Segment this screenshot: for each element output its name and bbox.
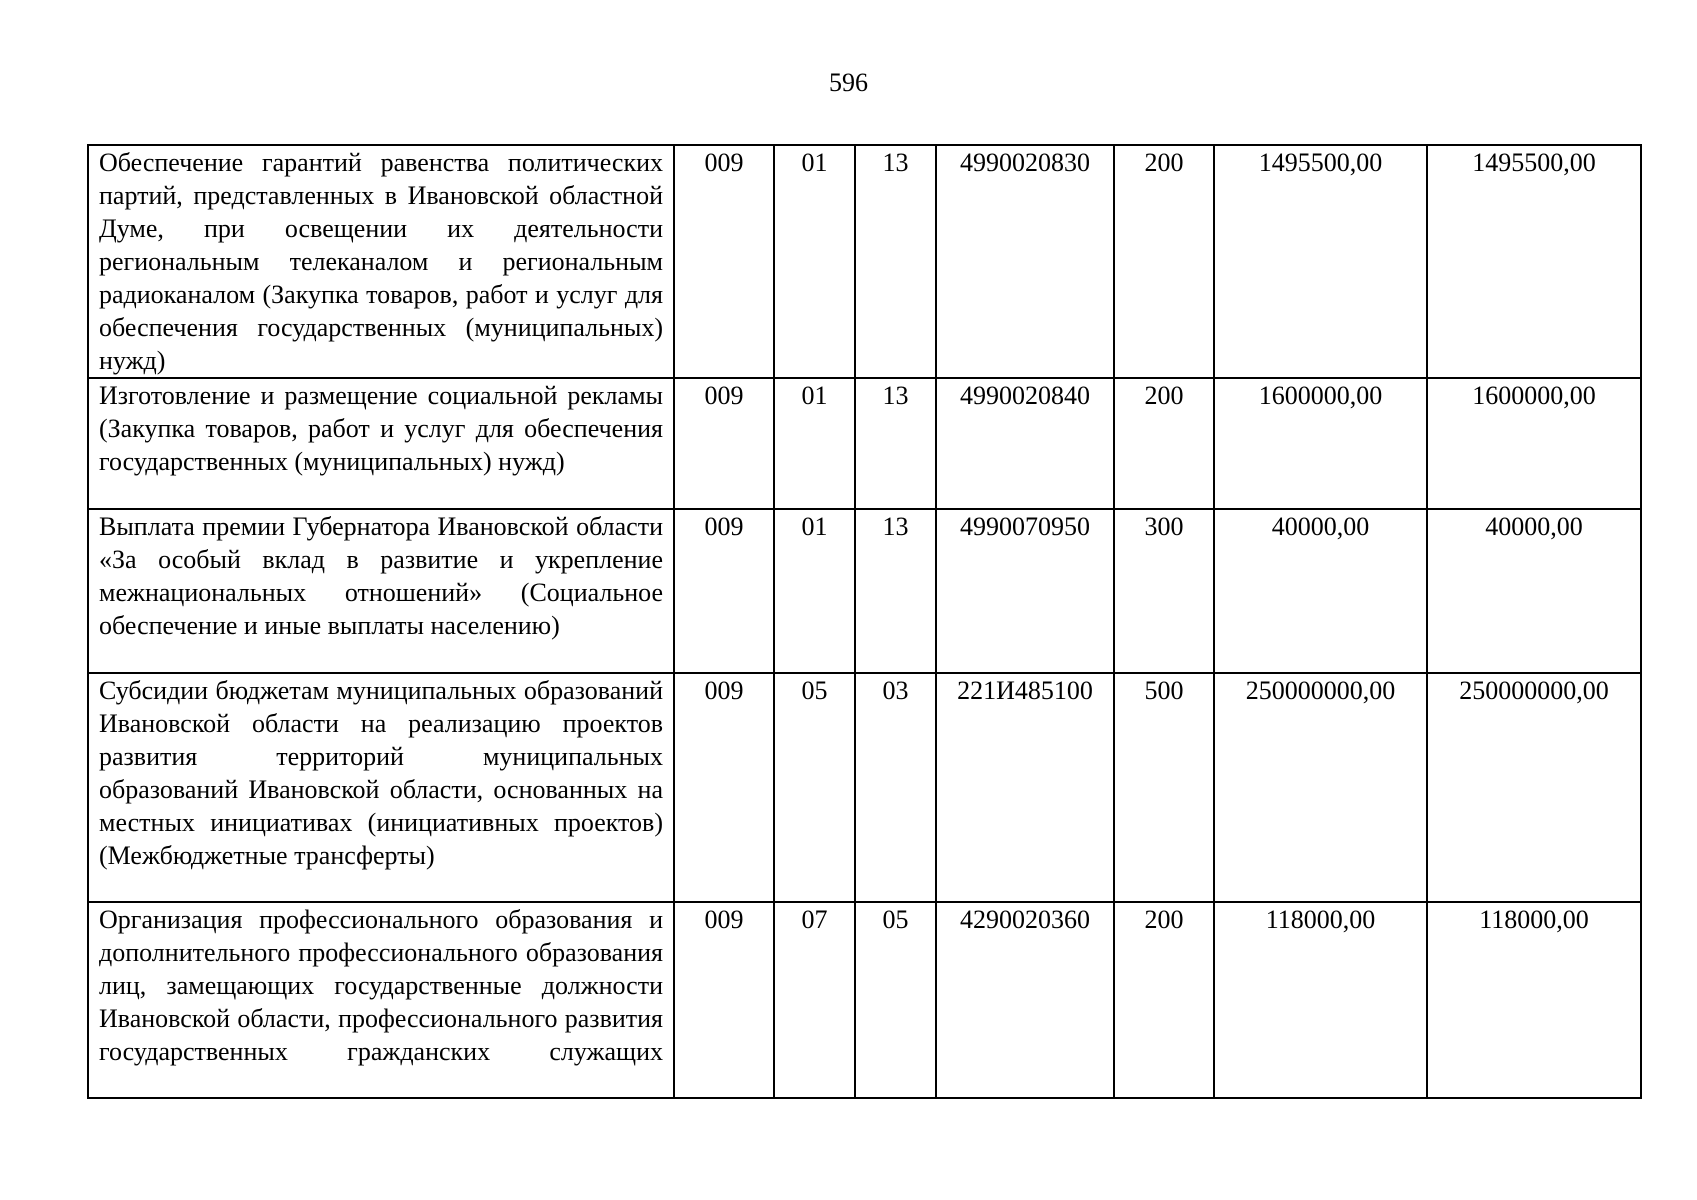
amount-second: 1600000,00	[1427, 378, 1641, 509]
expense-type-code: 500	[1114, 673, 1214, 902]
amount-first: 250000000,00	[1214, 673, 1427, 902]
amount-first: 1600000,00	[1214, 378, 1427, 509]
target-article-code: 4990070950	[936, 509, 1114, 673]
ministry-code: 009	[674, 145, 774, 378]
amount-second: 118000,00	[1427, 902, 1641, 1098]
subsection-code: 13	[855, 509, 936, 673]
section-code: 07	[774, 902, 855, 1098]
row-description: Организация профессионального образования и дополнительного профессионального образования лиц, замещающих государственные должности Ивановской области, профессионального развития государственных гражданских служащих	[88, 902, 674, 1098]
section-code: 01	[774, 145, 855, 378]
subsection-code: 05	[855, 902, 936, 1098]
page-number: 596	[829, 68, 868, 97]
subsection-code: 03	[855, 673, 936, 902]
ministry-code: 009	[674, 902, 774, 1098]
table-row	[88, 673, 1641, 902]
subsection-code: 13	[855, 378, 936, 509]
amount-first: 1495500,00	[1214, 145, 1427, 378]
amount-second: 40000,00	[1427, 509, 1641, 673]
ministry-code: 009	[674, 378, 774, 509]
budget-table	[87, 144, 1642, 1099]
target-article-code: 4990020840	[936, 378, 1114, 509]
amount-second: 250000000,00	[1427, 673, 1641, 902]
expense-type-code: 200	[1114, 378, 1214, 509]
section-code: 01	[774, 509, 855, 673]
row-description: Выплата премии Губернатора Ивановской области «За особый вклад в развитие и укрепление межнациональных отношений» (Социальное обеспечение и иные выплаты населению)	[88, 509, 674, 673]
expense-type-code: 200	[1114, 145, 1214, 378]
section-code: 05	[774, 673, 855, 902]
amount-first: 118000,00	[1214, 902, 1427, 1098]
amount-second: 1495500,00	[1427, 145, 1641, 378]
row-description: Обеспечение гарантий равенства политических партий, представленных в Ивановской областной Думе, при освещении их деятельности региональным телеканалом и региональным радиоканалом (Закупка товаров, работ и услуг для обеспечения государственных (муниципальных) нужд)	[88, 145, 674, 378]
amount-first: 40000,00	[1214, 509, 1427, 673]
ministry-code: 009	[674, 509, 774, 673]
ministry-code: 009	[674, 673, 774, 902]
table-row	[88, 509, 1641, 673]
row-description: Субсидии бюджетам муниципальных образований Ивановской области на реализацию проектов развития территорий муниципальных образований Ивановской области, основанных на местных инициативах (инициативных проектов) (Межбюджетные трансферты)	[88, 673, 674, 902]
target-article-code: 221И485100	[936, 673, 1114, 902]
subsection-code: 13	[855, 145, 936, 378]
section-code: 01	[774, 378, 855, 509]
table-row	[88, 902, 1641, 1098]
expense-type-code: 300	[1114, 509, 1214, 673]
row-description: Изготовление и размещение социальной рекламы (Закупка товаров, работ и услуг для обеспечения государственных (муниципальных) нужд)	[88, 378, 674, 509]
target-article-code: 4990020830	[936, 145, 1114, 378]
expense-type-code: 200	[1114, 902, 1214, 1098]
table-row	[88, 145, 1641, 378]
table-row	[88, 378, 1641, 509]
target-article-code: 4290020360	[936, 902, 1114, 1098]
